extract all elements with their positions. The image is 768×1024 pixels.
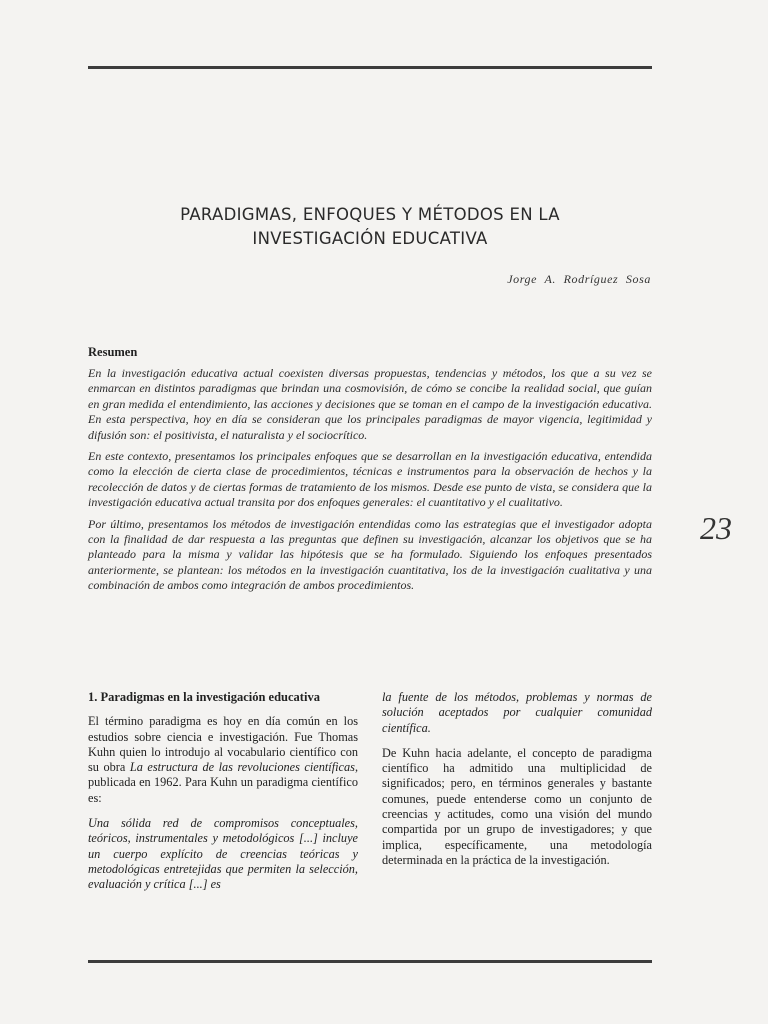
title-line-2: INVESTIGACIÓN EDUCATIVA — [252, 229, 488, 248]
title-line-1: PARADIGMAS, ENFOQUES Y MÉTODOS EN LA — [180, 205, 560, 224]
abstract-heading: Resumen — [88, 345, 138, 359]
kuhn-quote-part-2: la fuente de los métodos, problemas y normas de solución aceptados por cualquier comunidad científica. — [382, 690, 652, 735]
section-paragraph-2: De Kuhn hacia adelante, el concepto de paradigma científico ha admitido una multiplicidad de significados; pero, en términos generales y bastante comunes, puede entenderse como un conjunto de creencias y actitudes, como una visión del mundo compartida por un grupo de investigadores; y que implica, específicamente, una metodología determinada en la práctica de la investigación. — [382, 745, 652, 867]
right-column — [382, 690, 652, 878]
abstract — [88, 345, 652, 600]
section-heading: 1. Paradigmas en la investigación educativa — [88, 690, 320, 704]
author-name: Jorge A. Rodríguez Sosa — [507, 272, 651, 286]
abstract-paragraph-2: En este contexto, presentamos los principales enfoques que se desarrollan en la investigación educativa, entendida como la elección de cierta clase de procedimientos, técnicas e instrumentos para la observación de hechos y la recolección de datos y de ciertas formas de tratamiento de los mismos. Desde ese punto de vista, se considera que la investigación educativa actual transita por dos enfoques generales: el cuantitativo y el cualitativo. — [88, 449, 652, 510]
kuhn-quote-part-1: Una sólida red de compromisos conceptuales, teóricos, instrumentales y metodológicos [...] incluye un cuerpo explícito de creencias teóricas y metodológicas entretejidas que permiten la selección, evaluación y crítica [...] es — [88, 816, 358, 892]
left-column — [88, 690, 358, 903]
intro-text-after: , publicada en 1962. Para Kuhn un paradigma científico es: — [88, 760, 359, 805]
top-rule — [88, 66, 652, 69]
page-number: 23 — [700, 510, 732, 546]
section-intro — [88, 714, 358, 806]
abstract-paragraph-3: Por último, presentamos los métodos de investigación entendidas como las estrategias que el investigador adopta con la finalidad de dar respuesta a las preguntas que definen su investigación, alcanzar los objetivos que se ha planteado para la misma y validar las hipótesis que se ha formulado. Siguiendo los enfoques presentados anteriormente, se plantean: los métodos en la investigación cuantitativa, los de la investigación cualitativa y una combinación de ambos como integración de ambos procedimientos. — [88, 516, 652, 593]
book-title: La estructura de las revoluciones científicas — [129, 760, 355, 775]
article-title — [88, 203, 652, 251]
bottom-rule — [88, 960, 652, 963]
abstract-paragraph-1: En la investigación educativa actual coexisten diversas propuestas, tendencias y métodos, los que a su vez se enmarcan en distintos paradigmas que brindan una cosmovisión, de cómo se concibe la realidad social, que guían en gran medida el entendimiento, las acciones y decisiones que se toman en el campo de la investigación educativa. En esta perspectiva, hoy en día se consideran que los principales paradigmas de mayor vigencia, legitimidad y difusión son: el positivista, el naturalista y el sociocrítico. — [88, 366, 652, 442]
intro-text-before: El término paradigma es hoy en día común en los estudios sobre ciencia e investigación. Fue Thomas Kuhn quien lo introdujo al vocabulario científico con su obra — [88, 714, 358, 775]
